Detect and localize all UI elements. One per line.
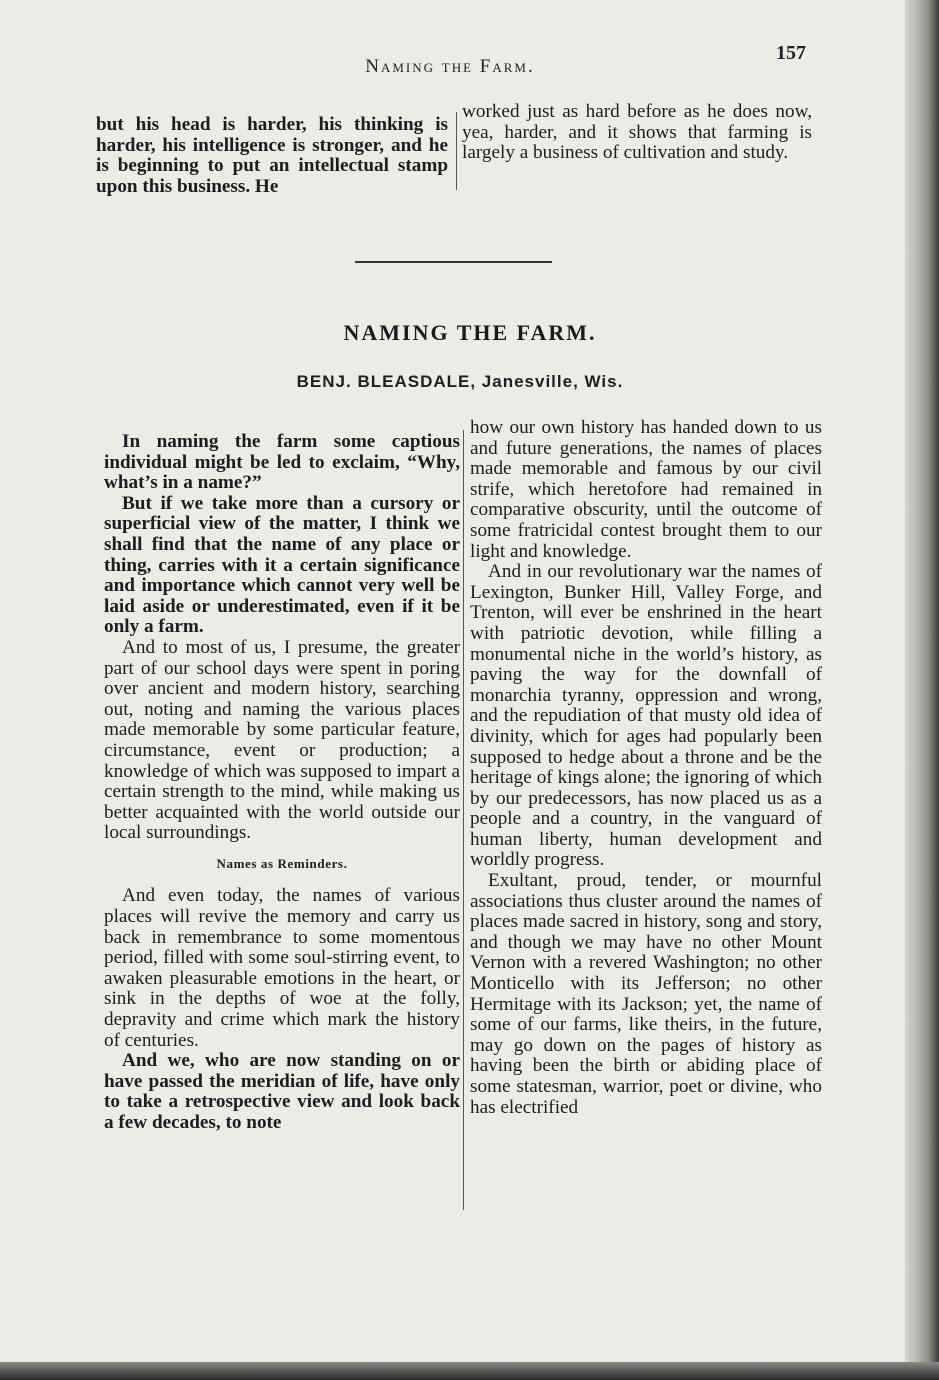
paragraph: And we, who are now standing on or have passed the meridian of life, have only to take a retrospective view and look back a few decades, to note	[104, 1050, 460, 1133]
subheading: Names as Reminders.	[216, 855, 348, 871]
column-rule	[463, 430, 464, 1210]
paragraph: but his head is harder, his thinking is harder, his intelligence is stronger, and he is beginning to put an intellectual stamp upon this business. He	[96, 114, 448, 197]
column-rule	[456, 112, 457, 190]
paragraph: worked just as hard before as he does now, yea, harder, and it shows that farming is largely a business of cultivation and study.	[462, 101, 812, 164]
paragraph: Exultant, proud, tender, or mournful associations thus cluster around the names of places made sacred in history, song and story, and though we may have no other Mount Vernon with a revered Washington; no other Monticello with its Jefferson; no other Hermitage with its Jackson; yet, the name of some of our farms, like theirs, in the future, may go down on the pages of history as having been the birth or abiding place of some statesman, warrior, poet or divine, who has electrified	[470, 870, 822, 1118]
scan-shadow	[0, 1362, 939, 1380]
page-number: 157	[776, 42, 806, 64]
paragraph: And to most of us, I presume, the greater part of our school days were spent in poring over ancient and modern history, searching out, noting and naming the various places made memorable by some particular feature, circumstance, event or production; a knowledge of which was supposed to impart a certain strength to the mind, while making us better acquainted with the world outside our local surroundings.	[104, 636, 460, 844]
byline: BENJ. BLEASDALE, Janesville, Wis.	[296, 372, 624, 391]
paragraph: how our own history has handed down to us and future generations, the names of places made memorable and famous by our civil strife, which heretofore had remained in comparative obscurity, until the outcome of some fratricidal contest brought them to our light and knowledge.	[470, 417, 822, 562]
article-title: NAMING THE FARM.	[343, 320, 597, 345]
left-column	[104, 432, 460, 1134]
running-head: Naming the Farm.	[365, 56, 535, 77]
top-left-column	[96, 115, 448, 197]
paragraph: And even today, the names of various places will revive the memory and carry us back in remembrance to some momentous period, filled with some soul-stirring event, to awaken pleasurable emotions in the heart, or sink in the depths of woe at the folly, depravity and crime which mark the history of centuries.	[104, 885, 460, 1051]
paragraph: And in our revolutionary war the names of Lexington, Bunker Hill, Valley Forge, and Trenton, will ever be enshrined in the heart with patriotic devotion, while filling a monumental niche in the world’s history, as paving the way for the downfall of monarchia tyranny, oppression and wrong, and the repudiation of that musty old idea of divinity, which for ages had popularly been supposed to hedge about a throne and be the heritage of kings alone; the ignoring of which by our predecessors, has now placed us as a people and a country, in the vanguard of human liberty, human development and worldly progress.	[470, 561, 822, 871]
right-column	[470, 418, 822, 1118]
paragraph: But if we take more than a cursory or superficial view of the matter, I think we shall find that the name of any place or thing, carries with it a certain significance and importance which cannot very well be laid aside or underestimated, even if it be only a farm.	[104, 492, 460, 638]
top-right-column	[462, 102, 812, 164]
paragraph: In naming the farm some captious individual might be led to exclaim, “Why, what’s in a name?”	[104, 431, 460, 494]
page-edge	[905, 0, 939, 1380]
section-divider	[355, 261, 552, 263]
